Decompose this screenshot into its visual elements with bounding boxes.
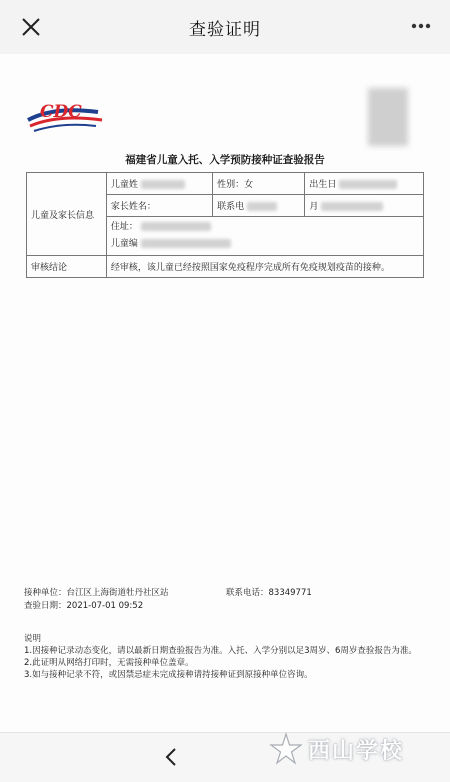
svg-text:CDC: CDC xyxy=(40,102,82,122)
date-text: 查验日期：2021-07-01 09:52 xyxy=(24,601,144,611)
note-item: 2.此证明从网络打印时，无需接种单位盖章。 xyxy=(24,658,194,668)
redacted-value xyxy=(141,180,185,189)
gender-cell xyxy=(213,173,305,195)
gender-value: 女 xyxy=(244,180,254,190)
parent-cell xyxy=(106,195,212,217)
redacted-value xyxy=(339,180,397,189)
top-nav-bar xyxy=(0,0,450,55)
watermark-text: 西山学校 xyxy=(308,737,405,764)
phone-text: 联系电话：83349771 xyxy=(226,588,312,598)
page-title: 查验证明 xyxy=(189,20,261,40)
redacted-value xyxy=(141,239,231,248)
footer-info xyxy=(24,586,424,612)
more-icon xyxy=(408,16,434,36)
redacted-value xyxy=(247,202,277,211)
report-title: 福建省儿童入托、入学预防接种证查验报告 xyxy=(125,154,325,166)
footer-row xyxy=(24,599,424,612)
birth-cell xyxy=(305,173,424,195)
review-label: 审核结论 xyxy=(27,256,107,278)
unit-text: 接种单位：台江区上海街道牡丹社区站 xyxy=(24,588,169,598)
parent-label: 家长姓名： xyxy=(110,202,156,212)
redacted-value xyxy=(321,202,383,211)
info-table xyxy=(26,172,424,278)
redacted-value xyxy=(141,222,211,231)
table-row xyxy=(27,173,424,195)
contact-label: 联系电 xyxy=(217,202,245,212)
address-label: 住址： xyxy=(110,222,138,232)
back-button[interactable] xyxy=(160,745,182,769)
back-chevron-icon xyxy=(160,745,182,769)
month-label: 月 xyxy=(309,202,319,212)
more-button[interactable] xyxy=(408,16,434,36)
child-id-label: 儿童编 xyxy=(110,239,138,249)
star-logo-icon xyxy=(268,731,304,767)
school-watermark xyxy=(268,726,438,772)
gender-label: 性别： xyxy=(217,180,245,190)
month-cell xyxy=(305,195,424,217)
review-value: 经审核，该儿童已经按照国家免疫程序完成所有免疫规划疫苗的接种。 xyxy=(106,256,423,278)
birth-label: 出生日 xyxy=(309,180,337,190)
note-item: 3.如与接种记录不符，或因禁忌症未完成接种请持接种证到原接种单位咨询。 xyxy=(24,670,313,680)
section-child-info: 儿童及家长信息 xyxy=(27,173,107,256)
child-name-cell xyxy=(106,173,212,195)
note-item: 1.因接种记录动态变化，请以最新日期查验报告为准。入托、入学分别以足3周岁、6周岁查验报告为准。 xyxy=(24,646,417,656)
report-document xyxy=(0,54,450,732)
contact-cell xyxy=(213,195,305,217)
address-cell xyxy=(106,217,423,256)
footer-row xyxy=(24,586,424,599)
notes-section xyxy=(24,633,424,681)
notes-heading: 说明 xyxy=(24,634,42,644)
blurred-photo xyxy=(368,88,408,146)
cdc-logo xyxy=(24,96,106,136)
table-row xyxy=(27,256,424,278)
child-name-label: 儿童姓 xyxy=(110,180,138,190)
